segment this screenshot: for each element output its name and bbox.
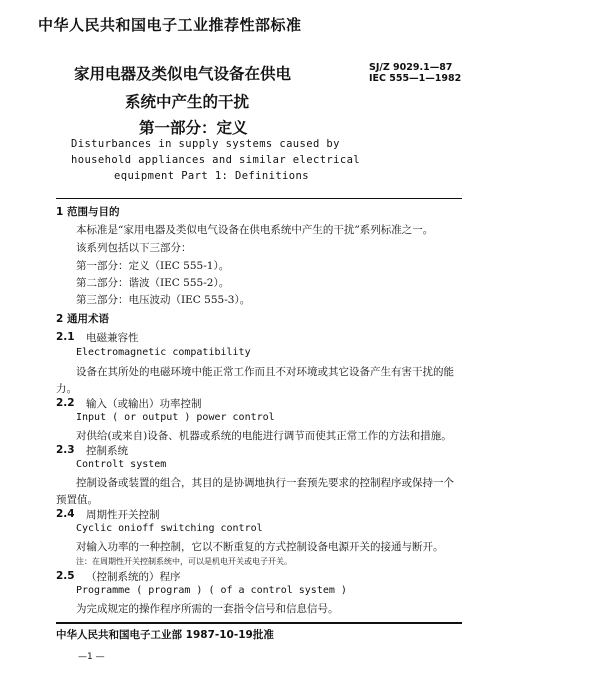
term-2-4-number: 2.4 bbox=[56, 508, 75, 520]
header-divider bbox=[56, 198, 462, 199]
term-2-1-definition: 设备在其所处的电磁环境中能正常工作而且不对环境或其它设备产生有害干扰的能 bbox=[76, 366, 454, 378]
term-2-2-number: 2.2 bbox=[56, 397, 75, 409]
term-2-5-cn: （控制系统的）程序 bbox=[86, 571, 181, 583]
term-2-5-en: Programme ( program ) ( of a control system ) bbox=[76, 585, 347, 596]
title-en-line-2: household appliances and similar electrical bbox=[71, 154, 361, 166]
term-2-4-definition: 对输入功率的一种控制，它以不断重复的方式控制设备电源开关的接通与断开。 bbox=[76, 541, 444, 553]
standard-number: SJ/Z 9029.1—87 bbox=[369, 62, 453, 73]
term-2-5-number: 2.5 bbox=[56, 570, 75, 582]
term-2-3-definition-cont: 预置值。 bbox=[56, 494, 98, 506]
standard-org-header: 中华人民共和国电子工业推荐性部标准 bbox=[38, 16, 302, 34]
iec-number: IEC 555—1—1982 bbox=[369, 73, 462, 84]
footer-divider bbox=[56, 622, 462, 624]
section-1-line-5: 第三部分：电压波动（IEC 555-3）。 bbox=[76, 294, 251, 306]
term-2-2-definition: 对供给(或来自)设备、机器或系统的电能进行调节而使其正常工作的方法和措施。 bbox=[76, 430, 452, 442]
term-2-4-note: 注：在周期性开关控制系统中，可以是机电开关或电子开关。 bbox=[76, 557, 292, 566]
section-1-line-1: 本标准是“家用电器及类似电气设备在供电系统中产生的干扰”系列标准之一。 bbox=[76, 224, 434, 236]
approval-line: 中华人民共和国电子工业部 1987-10-19批准 bbox=[56, 629, 274, 641]
title-en-line-3: equipment Part 1: Definitions bbox=[114, 170, 309, 182]
term-2-5-definition: 为完成规定的操作程序所需的一套指令信号和信息信号。 bbox=[76, 603, 339, 615]
term-2-3-definition: 控制设备或装置的组合，其目的是协调地执行一套预先要求的控制程序或保持一个 bbox=[76, 477, 454, 489]
term-2-1-definition-cont: 力。 bbox=[56, 383, 77, 395]
section-1-line-4: 第二部分：谐波（IEC 555-2）。 bbox=[76, 277, 230, 289]
section-1-line-2: 该系列包括以下三部分： bbox=[76, 242, 192, 254]
term-2-3-cn: 控制系统 bbox=[86, 445, 128, 457]
term-2-2-cn: 输入（或输出）功率控制 bbox=[86, 398, 202, 410]
title-cn-line-2: 系统中产生的干扰 bbox=[125, 93, 250, 111]
term-2-4-en: Cyclic onioff switching control bbox=[76, 523, 263, 534]
term-2-4-cn: 周期性开关控制 bbox=[86, 509, 160, 521]
title-cn-line-3: 第一部分：定义 bbox=[139, 119, 248, 137]
term-2-3-en: Controlt system bbox=[76, 459, 167, 470]
section-2-heading: 2 通用术语 bbox=[56, 313, 109, 325]
term-2-2-en: Input ( or output ) power control bbox=[76, 412, 275, 423]
title-en-line-1: Disturbances in supply systems caused by bbox=[71, 138, 340, 150]
section-1-heading: 1 范围与目的 bbox=[56, 206, 120, 218]
section-1-line-3: 第一部分：定义（IEC 555-1）。 bbox=[76, 260, 230, 272]
term-2-1-number: 2.1 bbox=[56, 331, 75, 343]
term-2-1-en: Electromagnetic compatibility bbox=[76, 347, 251, 358]
page-number: —1 — bbox=[78, 652, 105, 662]
term-2-3-number: 2.3 bbox=[56, 444, 75, 456]
title-cn-line-1: 家用电器及类似电气设备在供电 bbox=[74, 65, 292, 83]
term-2-1-cn: 电磁兼容性 bbox=[86, 332, 139, 344]
